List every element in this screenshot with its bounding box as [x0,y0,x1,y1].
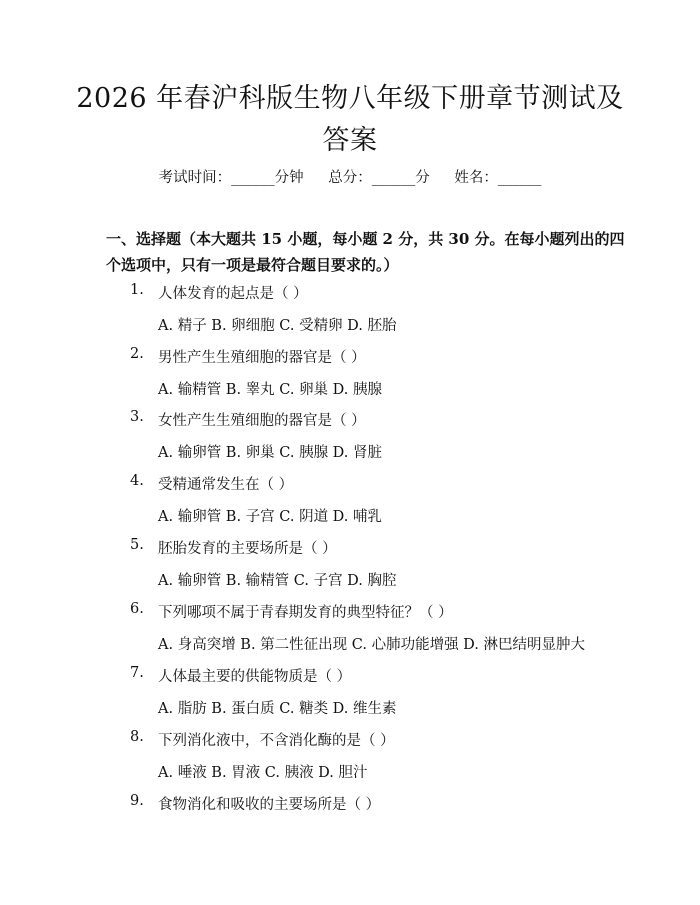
question-number: 1. [130,282,144,298]
question-options: A. 精子 B. 卵细胞 C. 受精卵 D. 胚胎 [158,318,397,334]
question-number: 4. [130,473,144,489]
question-number: 5. [130,537,144,553]
question-options: A. 输卵管 B. 卵巢 C. 胰腺 D. 肾脏 [158,445,383,461]
total-score: 总分：______分 [328,170,430,186]
question-text: 人体最主要的供能物质是（ ） [158,669,352,685]
question-number: 9. [130,793,144,809]
document-title: 2026 年春沪科版生物八年级下册章节测试及答案 [76,83,624,156]
question-options: A. 输卵管 B. 子宫 C. 阴道 D. 哺乳 [158,509,383,525]
question-text: 受精通常发生在（ ） [158,477,294,493]
student-name: 姓名：______ [454,170,542,186]
exam-time: 考试时间：______分钟 [158,170,304,186]
question-options: A. 输卵管 B. 输精管 C. 子宫 D. 胸腔 [158,573,397,589]
question-options: A. 输精管 B. 睾丸 C. 卵巢 D. 胰腺 [158,382,383,398]
question-number: 3. [130,409,144,425]
question-text: 女性产生生殖细胞的器官是（ ） [158,413,366,429]
question-text: 人体发育的起点是（ ） [158,286,308,302]
question-options: A. 脂肪 B. 蛋白质 C. 糖类 D. 维生素 [158,701,397,717]
question-number: 2. [130,346,144,362]
question-text: 胚胎发育的主要场所是（ ） [158,541,337,557]
question-options: A. 唾液 B. 胃液 C. 胰液 D. 胆汁 [158,765,368,781]
question-number: 8. [130,729,144,745]
question-number: 6. [130,601,144,617]
question-text: 下列消化液中，不含消化酶的是（ ） [158,733,395,749]
question-number: 7. [130,665,144,681]
question-text: 食物消化和吸收的主要场所是（ ） [158,797,381,813]
question-options: A. 身高突增 B. 第二性征出现 C. 心肺功能增强 D. 淋巴结明显肿大 [158,637,586,653]
question-text: 男性产生生殖细胞的器官是（ ） [158,350,366,366]
question-text: 下列哪项不属于青春期发育的典型特征？（ ） [158,605,453,621]
exam-info [0,168,700,188]
section-heading: 一、选择题（本大题共 15 小题，每小题 2 分，共 30 分。在每小题列出的四个选项中，只有一项是最符合题目要求的。） [106,230,625,274]
